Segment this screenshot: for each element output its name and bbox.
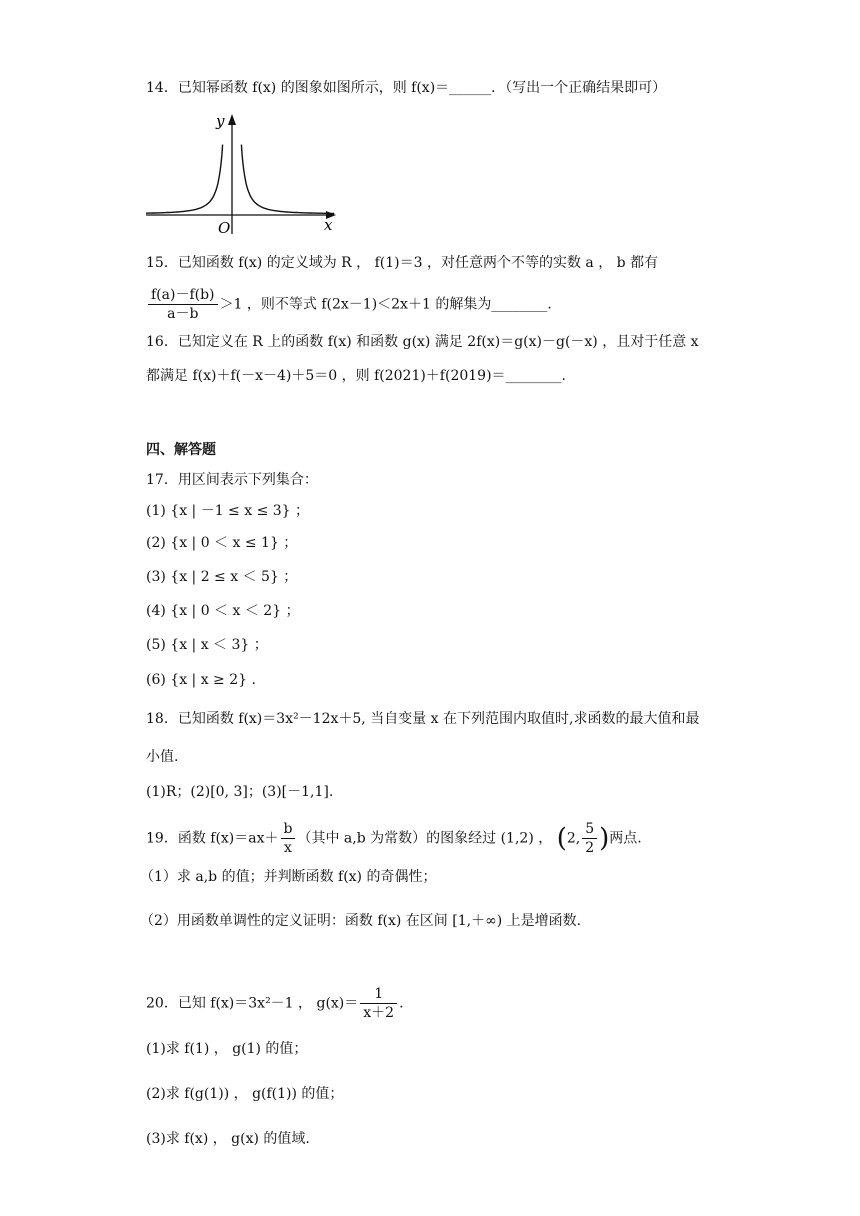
q20-post: . [399, 995, 404, 1012]
q15-line2 [146, 286, 552, 323]
origin-label: O [218, 219, 231, 237]
q19-point-close-paren: ) [599, 823, 610, 854]
q18-line1: 18．已知函数 f(x)＝3x²－12x＋5, 当自变量 x 在下列范围内取值时,求函数的最大值和最 [146, 711, 700, 727]
q20-item-2: (2)求 f(g(1)) ， g(f(1)) 的值； [146, 1086, 344, 1102]
q16-line1: 16．已知定义在 R 上的函数 f(x) 和函数 g(x) 满足 2f(x)＝g(x)－g(－x) ，且对于任意 x [146, 334, 699, 350]
q15-line2-rest: ＞1 ，则不等式 f(2x－1)＜2x＋1 的解集为________. [219, 296, 552, 313]
q20-stem [146, 985, 404, 1022]
q20-pre: 20．已知 f(x)＝3x²－1 ， g(x)＝ [146, 995, 359, 1012]
q14-text: 14．已知幂函数 f(x) 的图象如图所示，则 f(x)＝______．（写出一个正确结果即可） [146, 80, 667, 96]
section-heading: 四、解答题 [146, 442, 216, 458]
q15-fraction [148, 286, 218, 323]
q15-line1: 15．已知函数 f(x) 的定义域为 R ， f(1)＝3 ，对任意两个不等的实数 a ， b 都有 [146, 255, 659, 271]
q17-item-5: (5) {x | x ＜ 3} ； [146, 637, 268, 653]
q20-frac-denominator: x＋2 [363, 1005, 395, 1021]
q19-frac-denominator: x [284, 840, 292, 856]
q19-fraction [281, 820, 296, 857]
q17-stem: 17．用区间表示下列集合： [146, 472, 318, 488]
q20-item-1: (1)求 f(1) ， g(1) 的值； [146, 1041, 308, 1057]
y-axis-arrow [228, 114, 236, 125]
curve-left-branch [146, 145, 223, 214]
q20-fraction [360, 985, 397, 1022]
q16-line2: 都满足 f(x)＋f(－x－4)＋5＝0 ，则 f(2021)＋f(2019)＝________. [146, 368, 566, 384]
q17-item-2: (2) {x | 0 ＜ x ≤ 1} ； [146, 535, 298, 551]
q19-point-open-paren: ( [556, 823, 567, 854]
y-axis-label: y [216, 112, 225, 130]
power-function-graph [146, 112, 346, 237]
q19-sub1: （1）求 a,b 的值；并判断函数 f(x) 的奇偶性； [140, 869, 437, 885]
q17-item-6: (6) {x | x ≥ 2} . [146, 672, 256, 688]
q19-sub2: （2）用函数单调性的定义证明：函数 f(x) 在区间 [1,＋∞) 上是增函数. [140, 913, 582, 929]
curve-right-branch [241, 145, 334, 214]
q19-pre: 19．函数 f(x)＝ax＋ [146, 830, 279, 847]
q17-item-1: (1) {x | －1 ≤ x ≤ 3} ； [146, 503, 310, 519]
q17-item-3: (3) {x | 2 ≤ x ＜ 5} ； [146, 569, 298, 585]
x-axis-label: x [324, 216, 333, 234]
q20-item-3: (3)求 f(x) ， g(x) 的值域. [146, 1131, 310, 1147]
q20-frac-numerator: 1 [360, 985, 397, 1004]
q19-post: 两点. [609, 830, 642, 847]
q19-point-denominator: 2 [585, 840, 595, 856]
q19-frac-numerator: b [281, 820, 296, 839]
q19-point-fraction [582, 820, 597, 857]
q15-frac-denominator: a－b [167, 306, 199, 322]
q19-point-pre: 2, [566, 830, 581, 847]
q19-point-numerator: 5 [582, 820, 597, 839]
q17-item-4: (4) {x | 0 ＜ x ＜ 2} ； [146, 603, 300, 619]
q19-stem [146, 820, 642, 857]
q18-line3: (1)R；(2)[0, 3]；(3)[－1,1]. [146, 784, 334, 800]
q18-line2: 小值. [146, 749, 179, 765]
q19-mid: （其中 a,b 为常数）的图象经过 (1,2) ， [297, 830, 553, 847]
q15-frac-numerator: f(a)－f(b) [148, 286, 218, 305]
